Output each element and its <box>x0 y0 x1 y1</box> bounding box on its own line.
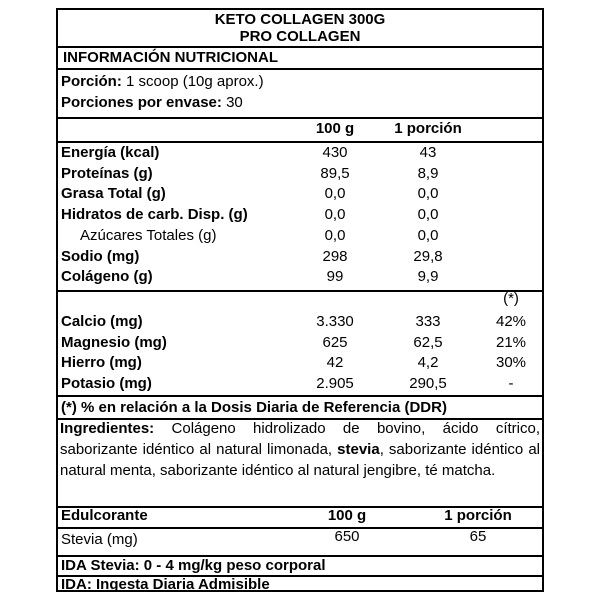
ida-definition: IDA: Ingesta Diaria Admisible <box>61 576 270 593</box>
sweetener-header: Edulcorante <box>61 507 148 524</box>
nutrient-value-100g: 430 <box>322 144 348 161</box>
mineral-value-portion: 290,5 <box>409 375 447 392</box>
nutrient-value-100g: 99 <box>326 268 344 285</box>
mineral-name: Potasio (mg) <box>61 375 152 392</box>
divider <box>58 68 542 70</box>
mineral-ddr-percent: - <box>508 375 514 392</box>
nutrient-name: Energía (kcal) <box>61 144 160 161</box>
col-header-100g: 100 g <box>315 120 355 137</box>
mineral-ddr-percent: 30% <box>495 354 527 371</box>
sweetener-value-100g: 650 <box>334 528 360 545</box>
ida-stevia: IDA Stevia: 0 - 4 mg/kg peso corporal <box>61 557 326 574</box>
nutrient-name: Hidratos de carb. Disp. (g) <box>61 206 248 223</box>
ddr-marker: (*) <box>503 290 519 307</box>
col-header-portion: 1 porción <box>394 120 462 137</box>
ingredients-label: Ingredientes: <box>60 420 155 437</box>
mineral-value-portion: 333 <box>415 313 441 330</box>
divider <box>58 46 542 48</box>
mineral-value-portion: 4,2 <box>417 354 439 371</box>
nutrient-value-portion: 0,0 <box>417 185 439 202</box>
servings-value: 30 <box>221 94 243 111</box>
servings-line <box>61 94 243 112</box>
nutrient-value-100g: 0,0 <box>324 185 346 202</box>
nutrient-name: Proteínas (g) <box>61 165 153 182</box>
mineral-value-100g: 2.905 <box>316 375 354 392</box>
nutrient-value-100g: 89,5 <box>320 165 350 182</box>
servings-label: Porciones por envase: <box>61 94 222 111</box>
ingredients-highlight: stevia <box>337 441 380 458</box>
nutrient-value-portion: 29,8 <box>413 248 443 265</box>
product-name: KETO COLLAGEN 300G <box>214 11 386 28</box>
ddr-footnote: (*) % en relación a la Dosis Diaria de Referencia (DDR) <box>61 399 447 416</box>
divider <box>58 290 542 292</box>
nutrient-value-portion: 0,0 <box>417 227 439 244</box>
nutrient-value-100g: 298 <box>322 248 348 265</box>
mineral-ddr-percent: 21% <box>495 334 527 351</box>
nutrient-value-portion: 8,9 <box>417 165 439 182</box>
mineral-value-100g: 42 <box>326 354 344 371</box>
mineral-value-100g: 625 <box>322 334 348 351</box>
sweetener-col-100g: 100 g <box>327 507 367 524</box>
ingredients-text-2: , saborizante idéntico al natural menta, saborizante idéntico al natural jengibre, té matcha. <box>60 441 540 479</box>
nutrient-value-portion: 0,0 <box>417 206 439 223</box>
nutrient-value-100g: 0,0 <box>324 227 346 244</box>
mineral-name: Calcio (mg) <box>61 313 143 330</box>
divider <box>58 117 542 119</box>
portion-label: Porción: <box>61 73 122 90</box>
section-title: INFORMACIÓN NUTRICIONAL <box>63 49 278 66</box>
nutrition-label <box>56 8 544 592</box>
sweetener-value-portion: 65 <box>469 528 487 545</box>
mineral-name: Hierro (mg) <box>61 354 142 371</box>
mineral-name: Magnesio (mg) <box>61 334 167 351</box>
nutrient-value-portion: 43 <box>419 144 437 161</box>
portion-value: 1 scoop (10g aprox.) <box>121 73 264 90</box>
mineral-ddr-percent: 42% <box>495 313 527 330</box>
nutrient-value-portion: 9,9 <box>417 268 439 285</box>
nutrient-name: Grasa Total (g) <box>61 185 166 202</box>
portion-line <box>61 73 264 91</box>
mineral-value-portion: 62,5 <box>413 334 443 351</box>
sweetener-col-portion: 1 porción <box>444 507 512 524</box>
nutrient-name: Azúcares Totales (g) <box>80 227 217 244</box>
nutrient-name: Sodio (mg) <box>61 248 140 265</box>
sweetener-name: Stevia (mg) <box>61 531 138 548</box>
divider <box>58 141 542 143</box>
ingredients-paragraph <box>60 418 540 481</box>
divider <box>58 395 542 397</box>
nutrient-name: Colágeno (g) <box>61 268 153 285</box>
nutrient-value-100g: 0,0 <box>324 206 346 223</box>
ingredients-text-1: Colágeno hidrolizado de bovino, ácido cítrico, saborizante idéntico al natural limonada, <box>60 420 540 458</box>
brand-name: PRO COLLAGEN <box>239 28 361 45</box>
mineral-value-100g: 3.330 <box>316 313 354 330</box>
